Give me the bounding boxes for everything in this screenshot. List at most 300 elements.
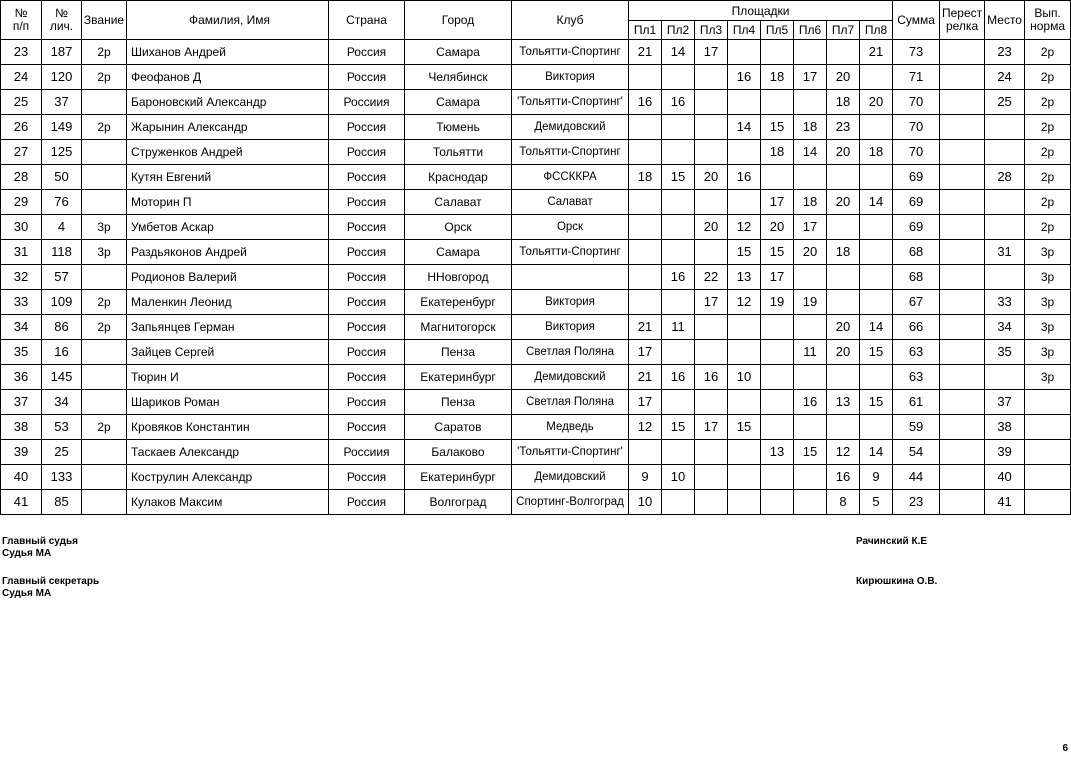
cell-rank (82, 465, 127, 490)
table-row (1, 290, 1071, 315)
cell-platform-2 (662, 290, 695, 315)
cell-replay (940, 340, 985, 365)
cell-rank (82, 340, 127, 365)
cell-platform-1: 9 (629, 465, 662, 490)
cell-platform-3 (695, 490, 728, 515)
cell-country: Россия (329, 115, 405, 140)
cell-rank (82, 265, 127, 290)
cell-num: 26 (1, 115, 42, 140)
cell-platform-1: 18 (629, 165, 662, 190)
cell-platform-7: 20 (827, 190, 860, 215)
cell-name: Кострулин Александр (127, 465, 329, 490)
cell-norm (1025, 465, 1071, 490)
cell-replay (940, 190, 985, 215)
cell-num: 29 (1, 190, 42, 215)
cell-platform-1 (629, 265, 662, 290)
cell-platform-6 (794, 40, 827, 65)
cell-platform-7 (827, 290, 860, 315)
cell-club: 'Тольятти-Спортинг' (512, 90, 629, 115)
cell-name: Таскаев Александр (127, 440, 329, 465)
table-row (1, 240, 1071, 265)
cell-platform-7: 12 (827, 440, 860, 465)
cell-lic: 118 (42, 240, 82, 265)
cell-city: Магнитогорск (405, 315, 512, 340)
cell-norm: 3р (1025, 290, 1071, 315)
cell-rank (82, 390, 127, 415)
cell-platform-4 (728, 465, 761, 490)
cell-platform-3 (695, 315, 728, 340)
cell-platform-5 (761, 415, 794, 440)
cell-platform-8: 9 (860, 465, 893, 490)
cell-norm: 3р (1025, 365, 1071, 390)
cell-norm: 2р (1025, 90, 1071, 115)
cell-sum: 70 (893, 115, 940, 140)
table-row (1, 65, 1071, 90)
platform-8-header: Пл8 (860, 21, 893, 40)
cell-platform-6 (794, 365, 827, 390)
cell-replay (940, 115, 985, 140)
cell-lic: 125 (42, 140, 82, 165)
cell-club: 'Тольятти-Спортинг' (512, 440, 629, 465)
cell-platform-3 (695, 115, 728, 140)
cell-replay (940, 465, 985, 490)
cell-place (985, 215, 1025, 240)
cell-norm: 2р (1025, 65, 1071, 90)
cell-place: 38 (985, 415, 1025, 440)
cell-name: Шариков Роман (127, 390, 329, 415)
cell-place (985, 365, 1025, 390)
cell-country: Россия (329, 165, 405, 190)
cell-num: 39 (1, 440, 42, 465)
cell-platform-5 (761, 390, 794, 415)
cell-country: Россия (329, 340, 405, 365)
cell-city: Саратов (405, 415, 512, 440)
cell-platform-2 (662, 190, 695, 215)
table-header (1, 1, 1071, 40)
cell-platform-2 (662, 215, 695, 240)
cell-platform-5 (761, 340, 794, 365)
cell-club (512, 265, 629, 290)
col-replay-header (940, 1, 985, 40)
cell-lic: 34 (42, 390, 82, 415)
cell-platform-3 (695, 90, 728, 115)
cell-platform-8 (860, 365, 893, 390)
cell-city: Екатеринбург (405, 365, 512, 390)
cell-place: 23 (985, 40, 1025, 65)
cell-num: 40 (1, 465, 42, 490)
cell-platform-2 (662, 65, 695, 90)
cell-platform-4: 12 (728, 215, 761, 240)
cell-platform-4 (728, 390, 761, 415)
cell-country: Россиия (329, 90, 405, 115)
cell-platform-8: 14 (860, 440, 893, 465)
cell-platform-6: 20 (794, 240, 827, 265)
chief-judge-block (2, 536, 78, 560)
cell-norm: 3р (1025, 340, 1071, 365)
cell-platform-3: 17 (695, 415, 728, 440)
page-number: 6 (1062, 743, 1068, 754)
cell-platform-3: 20 (695, 215, 728, 240)
cell-platform-6: 19 (794, 290, 827, 315)
cell-lic: 145 (42, 365, 82, 390)
cell-lic: 25 (42, 440, 82, 465)
cell-sum: 59 (893, 415, 940, 440)
cell-sum: 61 (893, 390, 940, 415)
cell-num: 32 (1, 265, 42, 290)
cell-platform-5 (761, 90, 794, 115)
cell-lic: 57 (42, 265, 82, 290)
cell-city: Самара (405, 90, 512, 115)
cell-platform-8: 14 (860, 190, 893, 215)
cell-city: Пенза (405, 390, 512, 415)
cell-replay (940, 240, 985, 265)
cell-club: Тольятти-Спортинг (512, 240, 629, 265)
cell-platform-1 (629, 240, 662, 265)
cell-platform-7: 20 (827, 340, 860, 365)
cell-platform-6: 17 (794, 215, 827, 240)
cell-place: 35 (985, 340, 1025, 365)
cell-platform-7: 18 (827, 240, 860, 265)
table-row (1, 190, 1071, 215)
cell-name: Умбетов Аскар (127, 215, 329, 240)
cell-replay (940, 90, 985, 115)
cell-city: Салават (405, 190, 512, 215)
cell-platform-8: 15 (860, 340, 893, 365)
cell-num: 37 (1, 390, 42, 415)
cell-platform-5 (761, 465, 794, 490)
cell-rank: 3р (82, 240, 127, 265)
cell-platform-2: 16 (662, 265, 695, 290)
cell-city: Тольятти (405, 140, 512, 165)
cell-replay (940, 140, 985, 165)
col-num-label: № п/п (12, 6, 30, 33)
cell-platform-5 (761, 365, 794, 390)
table-row (1, 215, 1071, 240)
table-row (1, 315, 1071, 340)
cell-rank (82, 440, 127, 465)
cell-lic: 109 (42, 290, 82, 315)
cell-platform-4 (728, 315, 761, 340)
cell-city: Тюмень (405, 115, 512, 140)
cell-country: Россия (329, 365, 405, 390)
cell-platform-6: 18 (794, 115, 827, 140)
cell-country: Россия (329, 65, 405, 90)
cell-norm: 3р (1025, 265, 1071, 290)
cell-country: Россия (329, 265, 405, 290)
cell-num: 35 (1, 340, 42, 365)
cell-country: Россия (329, 190, 405, 215)
cell-platform-8 (860, 215, 893, 240)
cell-lic: 85 (42, 490, 82, 515)
platforms-header: Площадки (629, 1, 893, 21)
cell-platform-4 (728, 40, 761, 65)
cell-platform-3: 22 (695, 265, 728, 290)
table-row (1, 390, 1071, 415)
cell-lic: 53 (42, 415, 82, 440)
cell-replay (940, 290, 985, 315)
cell-replay (940, 165, 985, 190)
cell-rank: 2р (82, 290, 127, 315)
cell-platform-3 (695, 240, 728, 265)
cell-city: Волгоград (405, 490, 512, 515)
cell-norm: 2р (1025, 215, 1071, 240)
table-row (1, 115, 1071, 140)
cell-sum: 23 (893, 490, 940, 515)
col-city-header: Город (405, 1, 512, 40)
cell-num: 31 (1, 240, 42, 265)
cell-sum: 68 (893, 265, 940, 290)
cell-replay (940, 490, 985, 515)
platform-5-header: Пл5 (761, 21, 794, 40)
cell-platform-8: 15 (860, 390, 893, 415)
cell-replay (940, 265, 985, 290)
cell-platform-2: 10 (662, 465, 695, 490)
cell-name: Моторин П (127, 190, 329, 215)
cell-sum: 66 (893, 315, 940, 340)
cell-platform-3 (695, 340, 728, 365)
cell-platform-1: 21 (629, 40, 662, 65)
cell-rank (82, 165, 127, 190)
cell-platform-8 (860, 165, 893, 190)
cell-rank: 3р (82, 215, 127, 240)
cell-platform-7: 20 (827, 65, 860, 90)
cell-sum: 70 (893, 140, 940, 165)
cell-club: Светлая Поляна (512, 340, 629, 365)
cell-place: 41 (985, 490, 1025, 515)
cell-lic: 50 (42, 165, 82, 190)
cell-sum: 63 (893, 365, 940, 390)
col-club-header: Клуб (512, 1, 629, 40)
cell-name: Кровяков Константин (127, 415, 329, 440)
cell-replay (940, 365, 985, 390)
cell-name: Зайцев Сергей (127, 340, 329, 365)
chief-judge-title: Главный судья (2, 536, 78, 547)
cell-platform-6: 16 (794, 390, 827, 415)
cell-num: 38 (1, 415, 42, 440)
cell-platform-2 (662, 115, 695, 140)
col-name-header: Фамилия, Имя (127, 1, 329, 40)
table-row (1, 365, 1071, 390)
cell-platform-6 (794, 490, 827, 515)
cell-platform-4 (728, 340, 761, 365)
cell-platform-1: 16 (629, 90, 662, 115)
cell-platform-8 (860, 265, 893, 290)
cell-country: Россиия (329, 440, 405, 465)
cell-name: Запьянцев Герман (127, 315, 329, 340)
cell-platform-4: 10 (728, 365, 761, 390)
cell-platform-1: 17 (629, 340, 662, 365)
cell-rank (82, 90, 127, 115)
cell-city: Пенза (405, 340, 512, 365)
platform-4-header: Пл4 (728, 21, 761, 40)
cell-replay (940, 65, 985, 90)
cell-club: Тольятти-Спортинг (512, 140, 629, 165)
cell-platform-4 (728, 190, 761, 215)
cell-platform-5: 15 (761, 240, 794, 265)
cell-place (985, 265, 1025, 290)
cell-platform-7 (827, 215, 860, 240)
cell-club: Орск (512, 215, 629, 240)
cell-rank (82, 490, 127, 515)
cell-platform-6 (794, 315, 827, 340)
chief-secretary-block (2, 576, 99, 600)
cell-platform-6 (794, 415, 827, 440)
cell-platform-3: 17 (695, 290, 728, 315)
cell-norm (1025, 415, 1071, 440)
cell-platform-5 (761, 40, 794, 65)
cell-num: 23 (1, 40, 42, 65)
cell-platform-5 (761, 490, 794, 515)
cell-platform-2 (662, 490, 695, 515)
cell-platform-5: 19 (761, 290, 794, 315)
cell-sum: 69 (893, 165, 940, 190)
cell-name: Раздьяконов Андрей (127, 240, 329, 265)
cell-sum: 54 (893, 440, 940, 465)
cell-rank (82, 140, 127, 165)
cell-norm: 2р (1025, 165, 1071, 190)
cell-platform-4 (728, 490, 761, 515)
cell-rank: 2р (82, 40, 127, 65)
cell-club: Виктория (512, 315, 629, 340)
cell-platform-1 (629, 440, 662, 465)
cell-country: Россия (329, 415, 405, 440)
cell-norm (1025, 440, 1071, 465)
chief-secretary-category: Судья МА (2, 588, 52, 599)
cell-city: Екатеринбург (405, 465, 512, 490)
cell-platform-6 (794, 265, 827, 290)
cell-platform-2: 11 (662, 315, 695, 340)
cell-platform-4: 14 (728, 115, 761, 140)
cell-platform-5: 15 (761, 115, 794, 140)
cell-platform-1: 21 (629, 365, 662, 390)
cell-place: 28 (985, 165, 1025, 190)
chief-secretary-name: Кирюшкина О.В. (856, 576, 938, 587)
cell-platform-5: 20 (761, 215, 794, 240)
cell-rank: 2р (82, 65, 127, 90)
cell-platform-7: 13 (827, 390, 860, 415)
cell-platform-7: 18 (827, 90, 860, 115)
cell-sum: 63 (893, 340, 940, 365)
cell-country: Россия (329, 490, 405, 515)
cell-platform-5 (761, 315, 794, 340)
table-row (1, 340, 1071, 365)
cell-platform-4: 13 (728, 265, 761, 290)
cell-platform-3 (695, 390, 728, 415)
col-place-header: Место (985, 1, 1025, 40)
cell-norm: 2р (1025, 190, 1071, 215)
cell-platform-3 (695, 140, 728, 165)
cell-place: 39 (985, 440, 1025, 465)
cell-platform-8: 21 (860, 40, 893, 65)
cell-platform-6 (794, 90, 827, 115)
cell-norm (1025, 490, 1071, 515)
cell-platform-6 (794, 165, 827, 190)
cell-platform-8 (860, 65, 893, 90)
cell-sum: 71 (893, 65, 940, 90)
cell-platform-8 (860, 415, 893, 440)
cell-replay (940, 440, 985, 465)
cell-platform-7 (827, 265, 860, 290)
cell-platform-7 (827, 415, 860, 440)
cell-replay (940, 315, 985, 340)
cell-platform-8 (860, 290, 893, 315)
cell-place: 31 (985, 240, 1025, 265)
cell-platform-3: 16 (695, 365, 728, 390)
cell-rank: 2р (82, 315, 127, 340)
cell-platform-8: 18 (860, 140, 893, 165)
cell-name: Маленкин Леонид (127, 290, 329, 315)
cell-rank: 2р (82, 115, 127, 140)
cell-platform-7: 20 (827, 315, 860, 340)
cell-platform-6: 11 (794, 340, 827, 365)
cell-rank (82, 190, 127, 215)
chief-judge-category: Судья МА (2, 548, 52, 559)
cell-platform-1 (629, 140, 662, 165)
cell-platform-4: 16 (728, 65, 761, 90)
cell-platform-6 (794, 465, 827, 490)
table-row (1, 140, 1071, 165)
col-lic-header (42, 1, 82, 40)
cell-platform-8: 5 (860, 490, 893, 515)
cell-platform-1: 10 (629, 490, 662, 515)
table-row (1, 165, 1071, 190)
col-norm-label: Вып. норма (1030, 6, 1066, 33)
cell-platform-2 (662, 340, 695, 365)
cell-platform-3: 20 (695, 165, 728, 190)
cell-platform-6: 14 (794, 140, 827, 165)
chief-secretary-title: Главный секретарь (2, 576, 100, 587)
cell-city: Екатеренбург (405, 290, 512, 315)
cell-platform-1 (629, 290, 662, 315)
cell-platform-1: 17 (629, 390, 662, 415)
col-lic-label: № лич. (49, 6, 74, 33)
cell-sum: 44 (893, 465, 940, 490)
cell-sum: 69 (893, 215, 940, 240)
cell-platform-4: 15 (728, 240, 761, 265)
cell-name: Жарынин Александр (127, 115, 329, 140)
cell-lic: 120 (42, 65, 82, 90)
cell-name: Феофанов Д (127, 65, 329, 90)
cell-club: Виктория (512, 290, 629, 315)
platform-7-header: Пл7 (827, 21, 860, 40)
cell-country: Россия (329, 465, 405, 490)
cell-platform-5: 17 (761, 265, 794, 290)
cell-platform-2: 16 (662, 90, 695, 115)
cell-platform-2: 15 (662, 165, 695, 190)
platform-6-header: Пл6 (794, 21, 827, 40)
cell-city: Челябинск (405, 65, 512, 90)
cell-platform-2 (662, 140, 695, 165)
cell-lic: 86 (42, 315, 82, 340)
cell-platform-2: 15 (662, 415, 695, 440)
table-row (1, 40, 1071, 65)
cell-platform-1 (629, 65, 662, 90)
cell-platform-3: 17 (695, 40, 728, 65)
platform-3-header: Пл3 (695, 21, 728, 40)
cell-platform-5: 13 (761, 440, 794, 465)
cell-platform-3 (695, 65, 728, 90)
cell-city: Краснодар (405, 165, 512, 190)
cell-replay (940, 390, 985, 415)
cell-lic: 149 (42, 115, 82, 140)
cell-place (985, 115, 1025, 140)
table-row (1, 490, 1071, 515)
col-country-header: Страна (329, 1, 405, 40)
cell-club: ФССККРА (512, 165, 629, 190)
cell-platform-8 (860, 115, 893, 140)
cell-country: Россия (329, 315, 405, 340)
cell-norm: 2р (1025, 40, 1071, 65)
